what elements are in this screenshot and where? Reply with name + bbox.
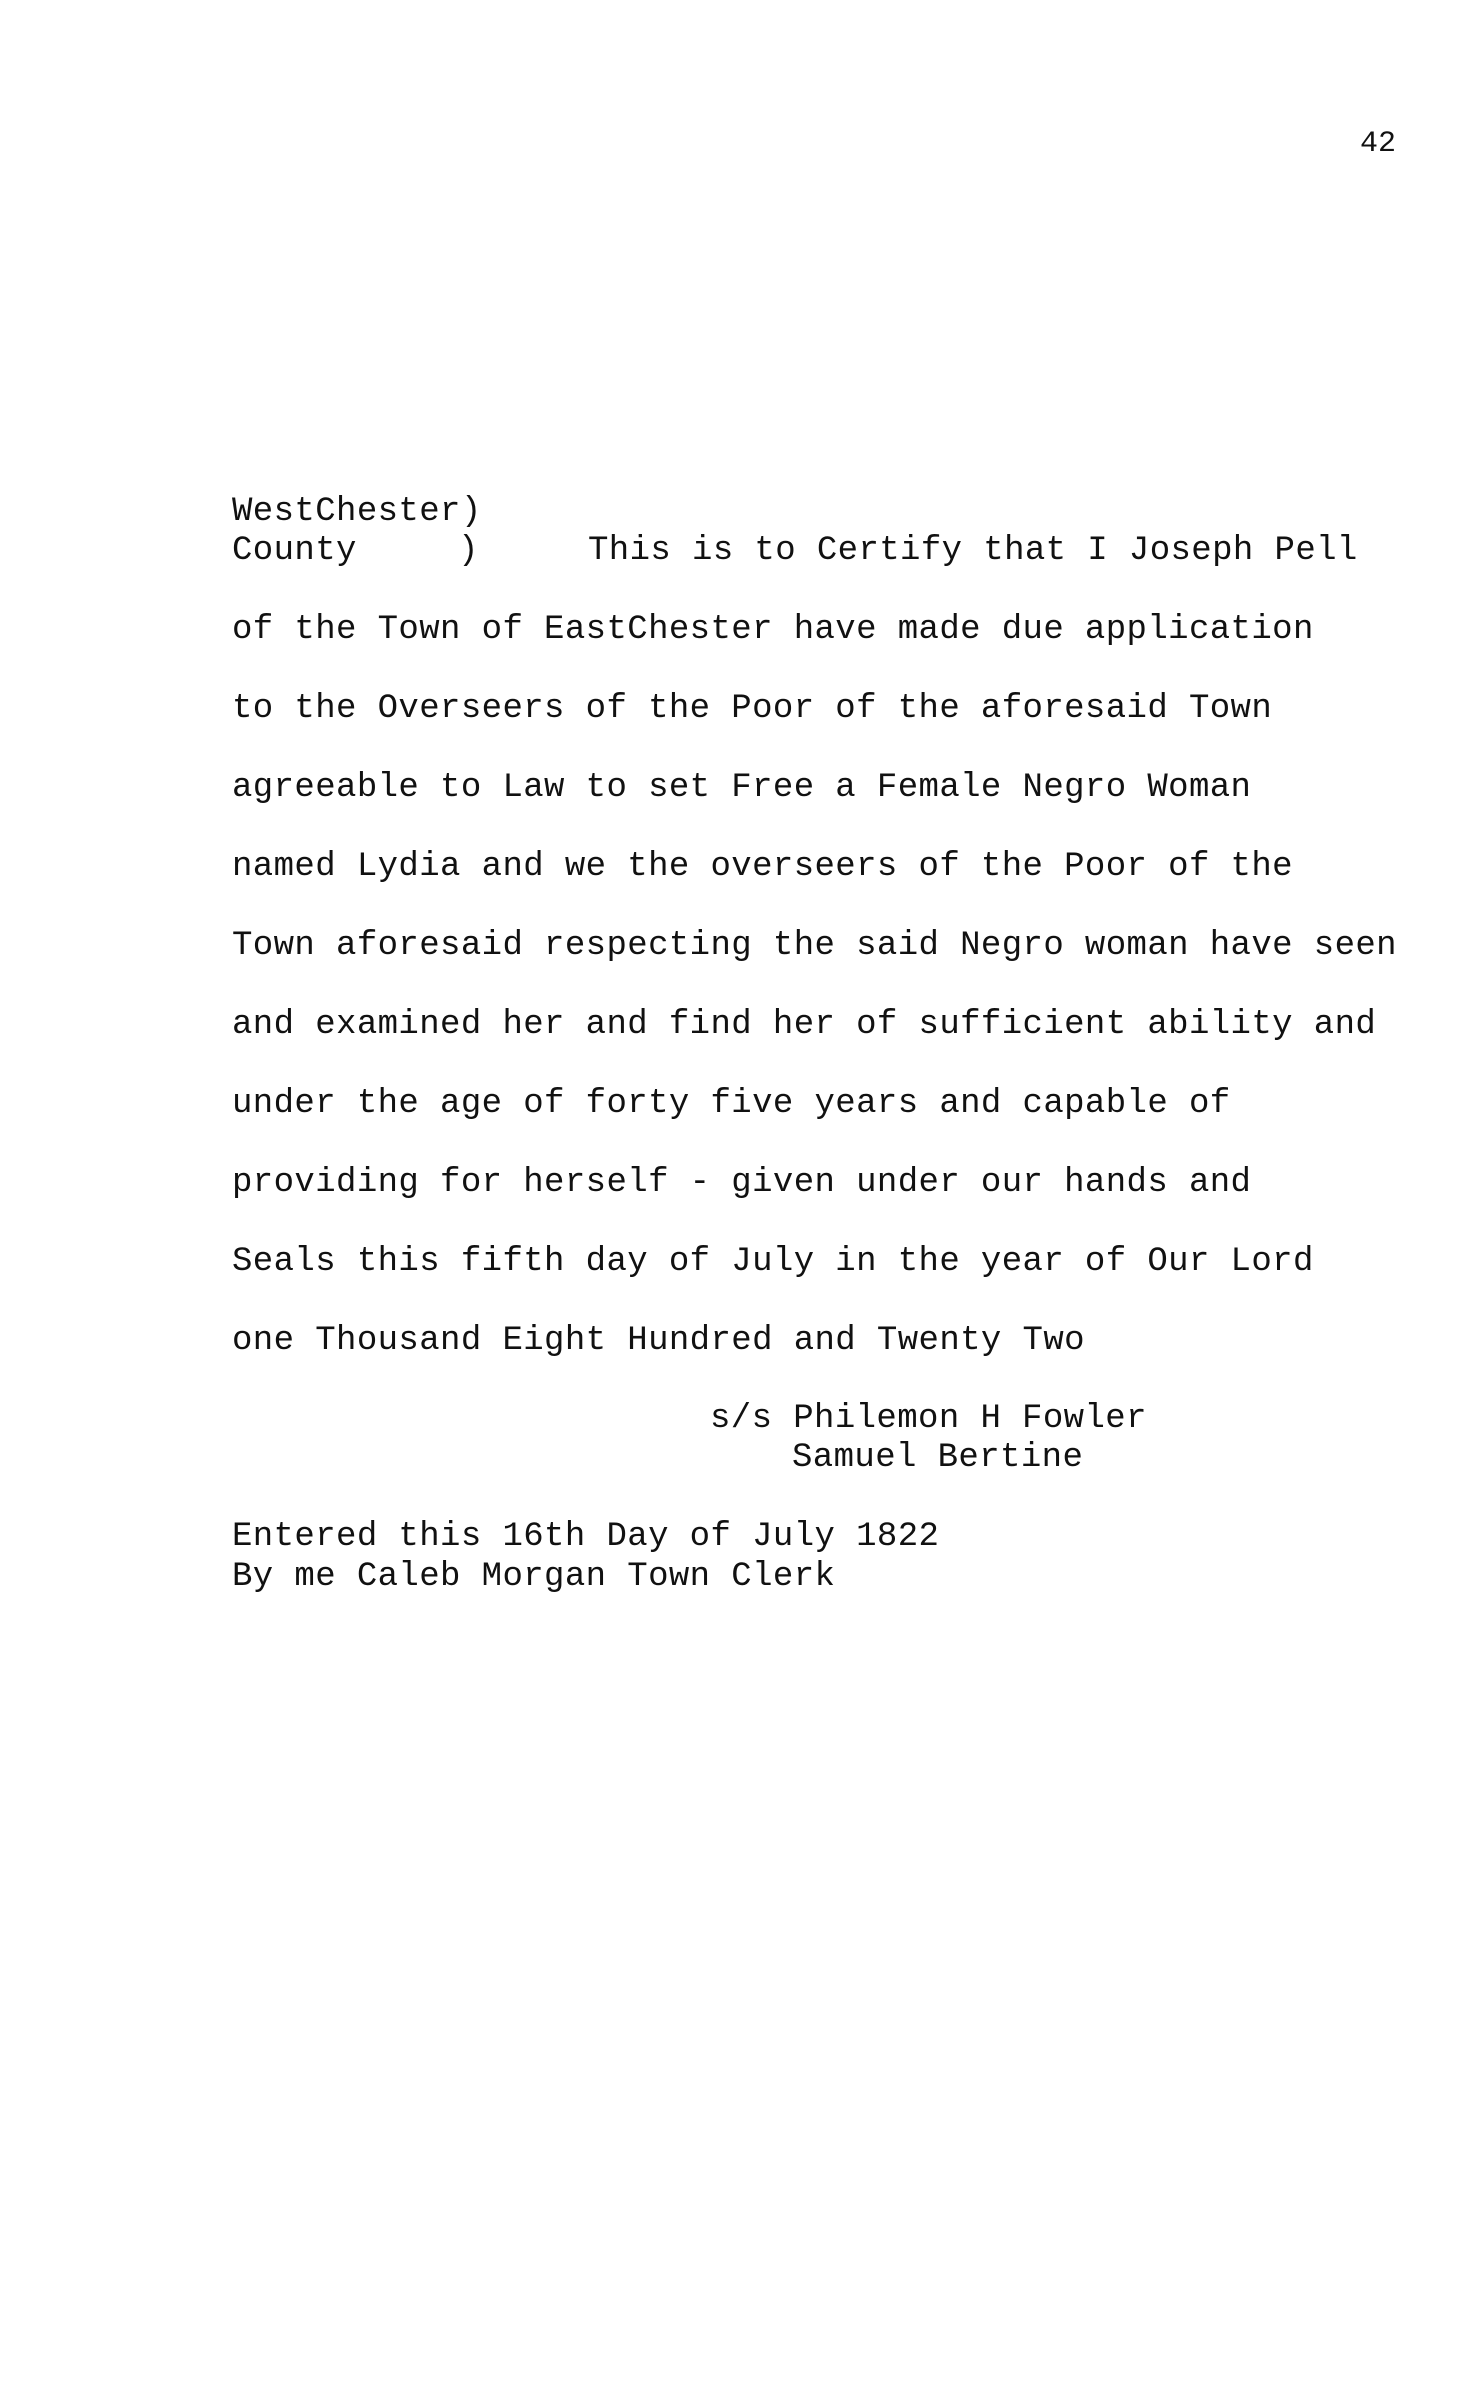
entry-line-1: Entered this 16th Day of July 1822 [232,1518,940,1556]
body-line-7: and examined her and find her of sufficient ability and [232,1006,1377,1044]
body-line-2: of the Town of EastChester have made due application [232,611,1314,649]
entry-line-2: By me Caleb Morgan Town Clerk [232,1558,836,1596]
body-line-5: named Lydia and we the overseers of the Poor of the [232,848,1293,886]
header-place-line2-label: County [232,532,357,570]
body-line-4: agreeable to Law to set Free a Female Negro Woman [232,769,1252,807]
body-line-11: one Thousand Eight Hundred and Twenty Two [232,1322,1085,1360]
header-place-line1: WestChester) [232,493,482,531]
body-line-9: providing for herself - given under our hands and [232,1164,1252,1202]
header-place-line2-paren: ) [458,532,479,570]
body-line-8: under the age of forty five years and capable of [232,1085,1231,1123]
body-line-10: Seals this fifth day of July in the year of Our Lord [232,1243,1314,1281]
page-number: 42 [1359,127,1396,161]
signature-line-1: s/s Philemon H Fowler [710,1400,1147,1438]
body-line-6: Town aforesaid respecting the said Negro woman have seen [232,927,1397,965]
body-line-1: This is to Certify that I Joseph Pell [588,532,1358,570]
body-line-3: to the Overseers of the Poor of the aforesaid Town [232,690,1273,728]
signature-line-2: Samuel Bertine [792,1439,1084,1477]
